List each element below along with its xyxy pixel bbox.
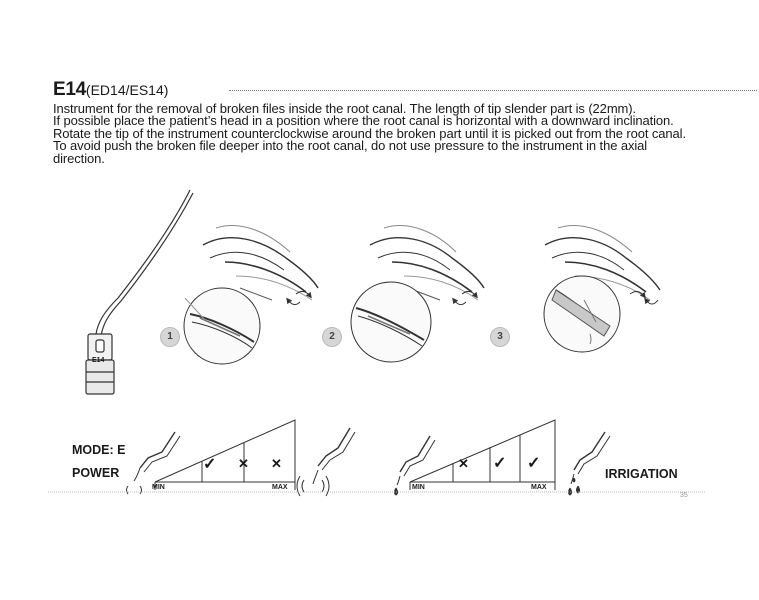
irrigation-handpiece-max-icon: [569, 432, 611, 495]
model-code: E14: [53, 79, 86, 100]
power-label: POWER: [72, 466, 120, 480]
model-variants: (ED14/ES14): [85, 82, 169, 98]
irrigation-min-label: MIN: [412, 484, 425, 491]
power-mark-3: ✕: [271, 456, 282, 471]
power-scale: [155, 420, 295, 490]
paragraph-procedure: If possible place the patient’s head in a position where the root canal is horizontal with a downward inclination. Rotate the tip of the instrument counterclockwise around the broken part until it is picked out from the root canal.: [53, 113, 686, 141]
step-3-illustration: [544, 225, 660, 352]
power-handpiece-max-icon: [297, 428, 355, 496]
mode-label: MODE: E: [72, 443, 126, 457]
tip-code-label: E14: [92, 357, 105, 364]
step-1-illustration: [184, 225, 318, 364]
irrigation-mark-1: ✕: [458, 456, 469, 471]
step-number-1: 1: [160, 327, 180, 347]
irrigation-mark-3: ✓: [527, 455, 541, 472]
irrigation-label: IRRIGATION: [605, 467, 678, 481]
power-mark-2: ✕: [238, 456, 249, 471]
irrigation-mark-2: ✓: [493, 455, 507, 472]
page-number: 35: [680, 492, 688, 499]
paragraph-description: Instrument for the removal of broken files inside the root canal. The length of tip slender part is (22mm).: [53, 101, 637, 116]
irrigation-max-label: MAX: [531, 484, 547, 491]
step-2-illustration: [351, 225, 484, 362]
power-mark-1: ✓: [203, 456, 217, 473]
step-number-3: 3: [490, 327, 510, 347]
power-max-label: MAX: [272, 484, 288, 491]
paragraph-warning: To avoid push the broken file deeper into the root canal, do not use pressure to the instrument in the axial direction.: [53, 138, 648, 166]
step-number-2: 2: [322, 327, 342, 347]
power-min-label: MIN: [152, 484, 165, 491]
